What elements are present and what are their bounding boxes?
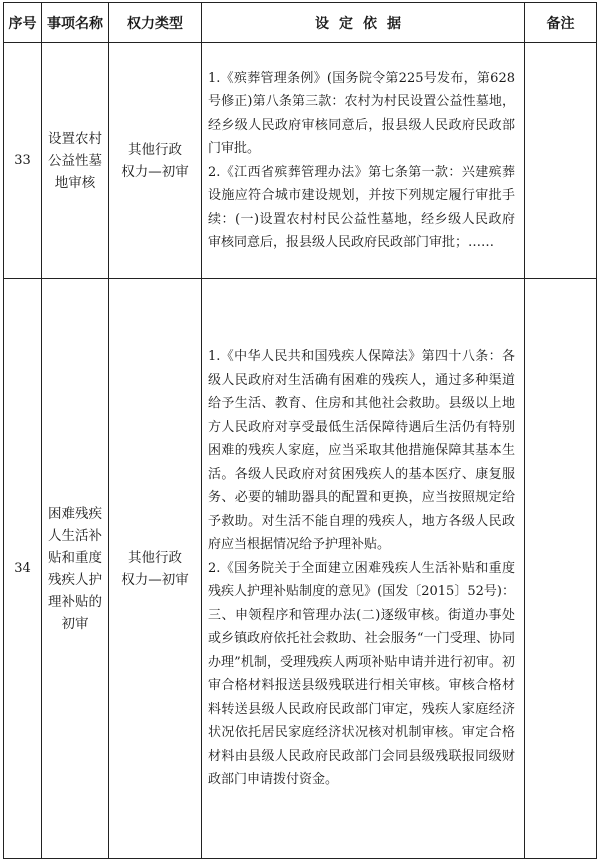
table-row (4, 279, 597, 859)
header-type: 权力类型 (109, 3, 202, 43)
authority-type (109, 43, 202, 279)
item-name: 困难残疾人生活补贴和重度残疾人护理补贴的初审 (42, 279, 109, 859)
basis-paragraph: 2.《江西省殡葬管理办法》第七条第一款：兴建殡葬设施应符合城市建设规划，并按下列规定履行审批手续：(一)设置农村村民公益性墓地，经乡级人民政府审核同意后，报县级人民政府民政部门审批；…… (208, 164, 515, 250)
basis-paragraph: 2.《国务院关于全面建立困难残疾人生活补贴和重度残疾人护理补贴制度的意见》(国发〔2015〕52号)：三、申领程序和管理办法(二)逐级审核。街道办事处或乡镇政府依托社会救助、社会服务“一门受理、协同办理”机制，受理残疾人两项补贴申请并进行初审。初审合格材料报送县级残联进行相关审核。审核合格材料转送县级人民政府民政部门审定，残疾人家庭经济状况依托居民家庭经济状况核对机制审核。审定合格材料由县级人民政府民政部门会同县级残联报同级财政部门申请拨付资金。 (208, 560, 515, 788)
table-row (4, 43, 597, 279)
row-number: 34 (4, 279, 42, 859)
item-name: 设置农村公益性墓地审核 (42, 43, 109, 279)
header-row (4, 3, 597, 43)
row-number: 33 (4, 43, 42, 279)
authority-list-table (3, 2, 597, 859)
remarks-cell (525, 43, 597, 279)
authority-type-line2: 权力—初审 (121, 571, 189, 588)
authority-type-line1: 其他行政 (128, 549, 182, 566)
legal-basis (202, 43, 525, 279)
authority-type (109, 279, 202, 859)
basis-paragraph: 1.《中华人民共和国残疾人保障法》第四十八条：各级人民政府对生活确有困难的残疾人，通过多种渠道给予生活、教育、住房和其他社会救助。县级以上地方人民政府对享受最低生活保障待遇后生活仍有特别困难的残疾人家庭，应当采取其他措施保障其基本生活。各级人民政府对贫困残疾人的基本医疗、康复服务、必要的辅助器具的配置和更换，应当按照规定给予救助。对生活不能自理的残疾人，地方各级人民政府应当根据情况给予护理补贴。 (208, 349, 515, 553)
remarks-cell (525, 279, 597, 859)
header-remarks: 备注 (525, 3, 597, 43)
basis-paragraph: 1.《殡葬管理条例》(国务院令第225号发布，第628号修正)第八条第三款：农村为村民设置公益性墓地，经乡级人民政府审核同意后，报县级人民政府民政部门审批。 (208, 70, 515, 156)
legal-basis (202, 279, 525, 859)
authority-type-line1: 其他行政 (128, 141, 182, 158)
header-name: 事项名称 (42, 3, 109, 43)
header-no: 序号 (4, 3, 42, 43)
authority-type-line2: 权力—初审 (121, 163, 189, 180)
header-basis: 设定依据 (202, 3, 525, 43)
